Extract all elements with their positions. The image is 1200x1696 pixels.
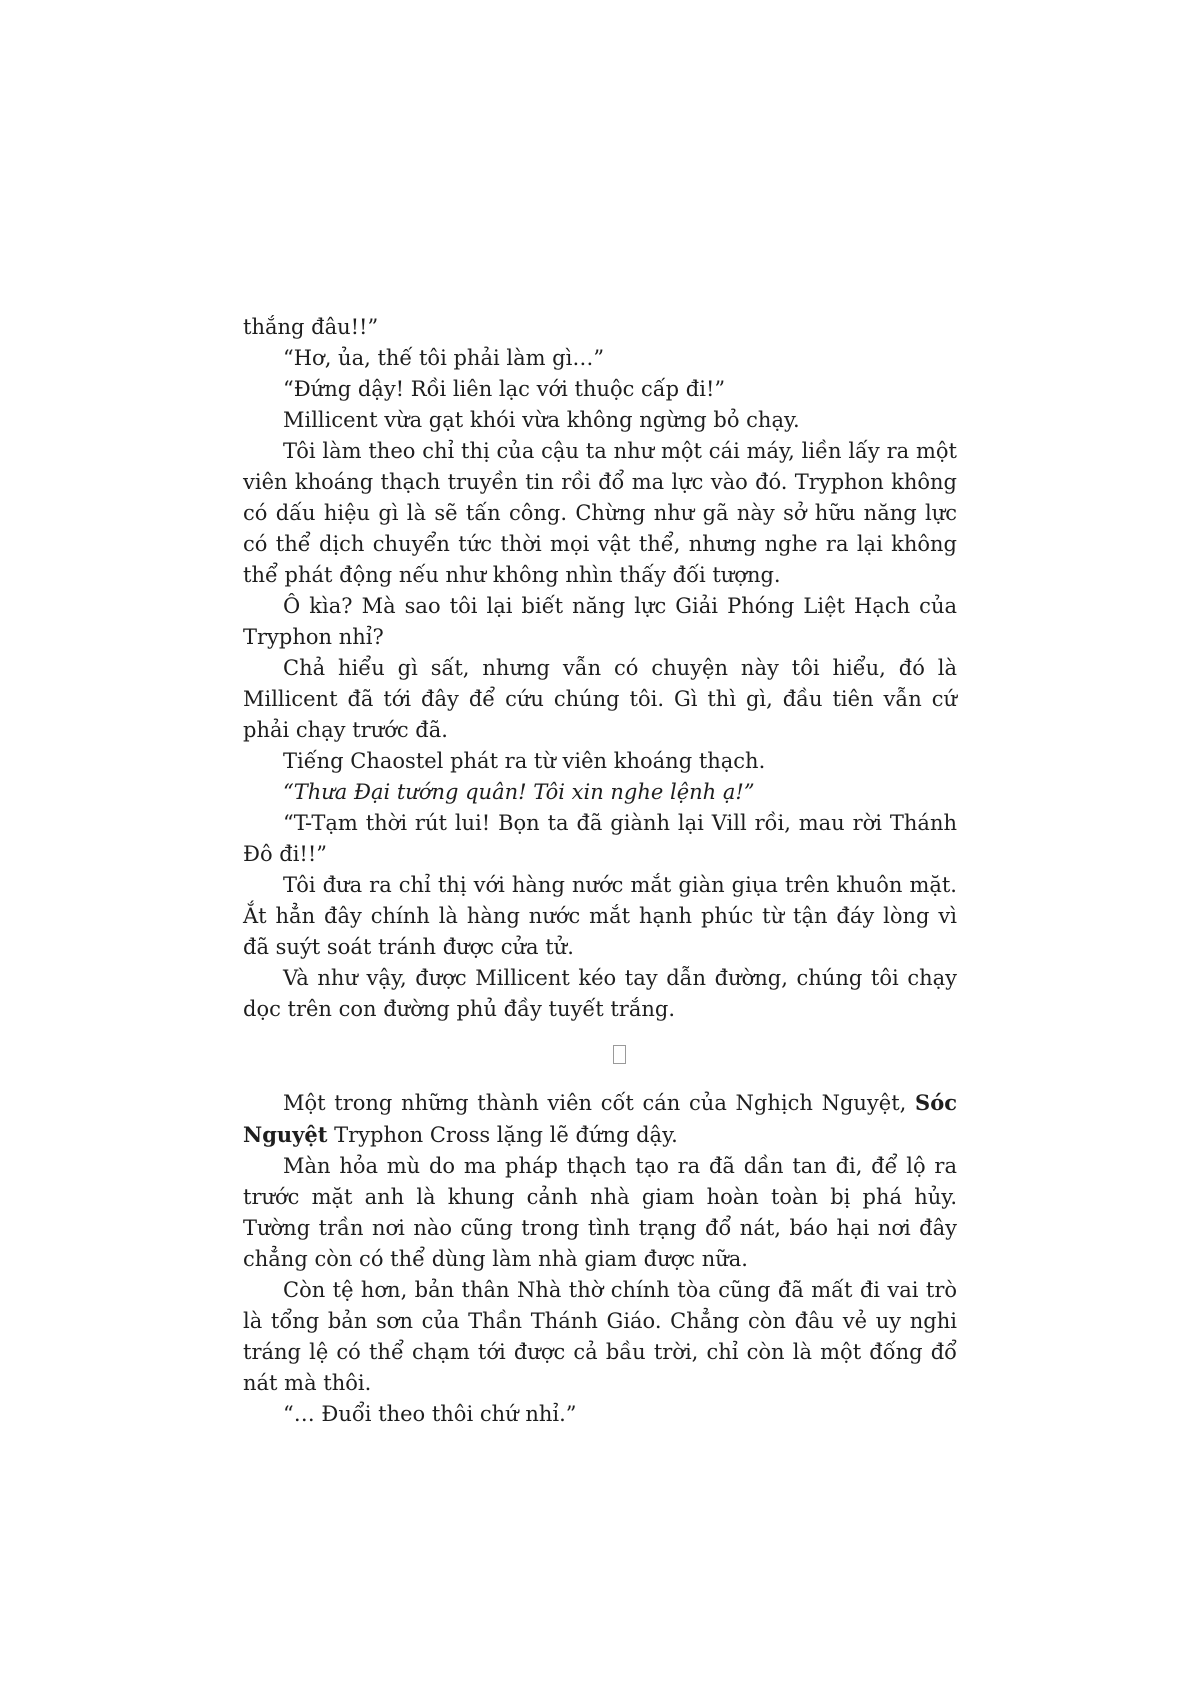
paragraph-continuation: thắng đâu!!”	[243, 315, 379, 339]
paragraph-with-bold-title	[243, 1087, 957, 1151]
paragraph: Ô kìa? Mà sao tôi lại biết năng lực Giải Phóng Liệt Hạch của Tryphon nhỉ?	[243, 594, 957, 649]
paragraph: Tôi làm theo chỉ thị của cậu ta như một cái máy, liền lấy ra một viên khoáng thạch truyền tin rồi đổ ma lực vào đó. Tryphon không có dấu hiệu gì là sẽ tấn công. Chừng như gã này sở hữu năng lực có thể dịch chuyển tức thời mọi vật thể, nhưng nghe ra lại không thể phát động nếu như không nhìn thấy đối tượng.	[243, 439, 957, 587]
paragraph-dialogue: “… Đuổi theo thôi chứ nhỉ.”	[283, 1402, 577, 1426]
paragraph: Tôi đưa ra chỉ thị với hàng nước mắt giàn giụa trên khuôn mặt. Ắt hẳn đây chính là hàng nước mắt hạnh phúc từ tận đáy lòng vì đã suýt soát tránh được cửa tử.	[243, 873, 957, 959]
paragraph: Và như vậy, được Millicent kéo tay dẫn đường, chúng tôi chạy dọc trên con đường phủ đầy tuyết trắng.	[243, 966, 957, 1021]
scene-separator	[243, 1025, 957, 1087]
paragraph: Còn tệ hơn, bản thân Nhà thờ chính tòa cũng đã mất đi vai trò là tổng bản sơn của Thần Thánh Giáo. Chẳng còn đâu vẻ uy nghi tráng lệ có thể chạm tới được cả bầu trời, chỉ còn là một đống đổ nát mà thôi.	[243, 1278, 957, 1395]
paragraph: Tiếng Chaostel phát ra từ viên khoáng thạch.	[283, 749, 766, 773]
paragraph-dialogue: “Hơ, ủa, thế tôi phải làm gì…”	[283, 346, 605, 370]
bold-title-text: Sóc Nguyệt	[243, 1090, 957, 1147]
paragraph: Màn hỏa mù do ma pháp thạch tạo ra đã dần tan đi, để lộ ra trước mặt anh là khung cảnh nhà giam hoàn toàn bị phá hủy. Tường trần nơi nào cũng trong tình trạng đổ nát, báo hại nơi đây chẳng còn có thể dùng làm nhà giam được nữa.	[243, 1154, 957, 1271]
paragraph: Millicent vừa gạt khói vừa không ngừng bỏ chạy.	[283, 408, 800, 432]
paragraph-text-before: Một trong những thành viên cốt cán của Nghịch Nguyệt,	[283, 1091, 916, 1115]
book-page	[243, 312, 957, 1430]
paragraph-dialogue: “Đứng dậy! Rồi liên lạc với thuộc cấp đi!”	[283, 377, 726, 401]
paragraph: Chả hiểu gì sất, nhưng vẫn có chuyện này tôi hiểu, đó là Millicent đã tới đây để cứu chúng tôi. Gì thì gì, đầu tiên vẫn cứ phải chạy trước đã.	[243, 656, 957, 742]
paragraph-italic-dialogue: “Thưa Đại tướng quân! Tôi xin nghe lệnh ạ!”	[283, 780, 755, 804]
paragraph-dialogue: “T-Tạm thời rút lui! Bọn ta đã giành lại Vill rồi, mau rời Thánh Đô đi!!”	[243, 811, 957, 866]
paragraph-text-after: Tryphon Cross lặng lẽ đứng dậy.	[327, 1123, 678, 1147]
scene-break-box-icon	[613, 1045, 626, 1064]
section-two	[243, 1087, 957, 1430]
section-one	[243, 312, 957, 1025]
